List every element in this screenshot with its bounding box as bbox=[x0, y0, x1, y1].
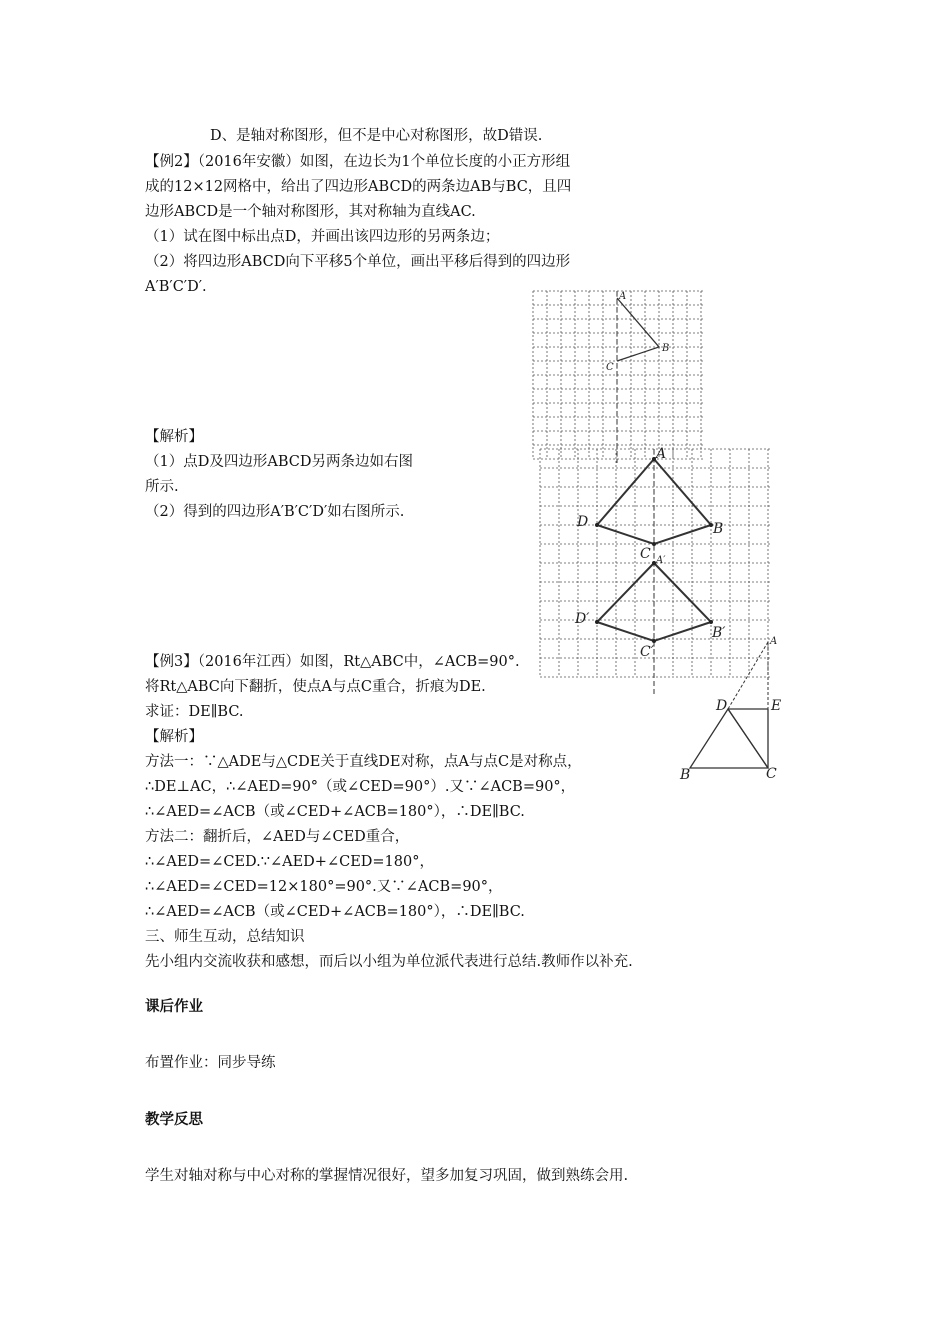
text-line-7: A′B′C′D′. bbox=[145, 279, 207, 295]
answer-2: （2）得到的四边形A′B′C′D′如右图所示. bbox=[145, 504, 405, 520]
segment-dc bbox=[728, 709, 768, 768]
label-a-prime: A′ bbox=[656, 555, 666, 566]
point-b-prime bbox=[709, 620, 713, 624]
analysis-heading-2: 【解析】 bbox=[145, 729, 203, 745]
text-line-24: 先小组内交流收获和感想，而后以小组为单位派代表进行总结.教师作以补充. bbox=[145, 954, 633, 970]
text-line-14: 求证：DE∥BC. bbox=[145, 704, 244, 720]
label-d: D bbox=[716, 698, 728, 714]
analysis-heading-1: 【解析】 bbox=[145, 429, 203, 445]
triangle-bdc bbox=[690, 709, 768, 768]
label-b-prime: B′ bbox=[712, 625, 726, 641]
label-b: B bbox=[713, 521, 724, 537]
answer-1: （1）点D及四边形ABCD另两条边如右图 bbox=[145, 454, 413, 470]
label-c: C bbox=[766, 766, 777, 782]
homework-heading: 课后作业 bbox=[145, 999, 203, 1015]
question-2: （2）将四边形ABCD向下平移5个单位，画出平移后得到的四边形 bbox=[145, 254, 571, 270]
label-d: D bbox=[577, 514, 589, 530]
text-line-18: ∴∠AED=∠ACB（或∠CED+∠ACB=180°），∴DE∥BC. bbox=[145, 804, 525, 820]
text-line-22: ∴∠AED=∠ACB（或∠CED+∠ACB=180°），∴DE∥BC. bbox=[145, 904, 525, 920]
method-1: 方法一：∵△ADE与△CDE关于直线DE对称，点A与点C是对称点， bbox=[145, 754, 582, 770]
edges-ab-bc bbox=[617, 298, 659, 361]
reflection-text: 学生对轴对称与中心对称的掌握情况很好，望多加复习巩固，做到熟练会用. bbox=[145, 1168, 629, 1184]
text-line-1: D、是轴对称图形，但不是中心对称图形，故D错误. bbox=[210, 128, 543, 144]
fold-dash-ad bbox=[728, 642, 768, 709]
text-line-10: 所示. bbox=[145, 479, 179, 495]
point-d-prime bbox=[595, 620, 599, 624]
label-a: A bbox=[770, 636, 778, 647]
point-c-prime bbox=[652, 639, 656, 643]
figure-grid-1 bbox=[530, 288, 710, 463]
example-2-heading: 【例2】（2016年安徽）如图，在边长为1个单位长度的小正方形组 bbox=[145, 154, 571, 170]
grid-lines-1 bbox=[533, 291, 705, 459]
figure-fold-triangle bbox=[680, 632, 790, 782]
method-2: 方法二：翻折后，∠AED与∠CED重合， bbox=[145, 829, 410, 845]
example-3-heading: 【例3】（2016年江西）如图，Rt△ABC中，∠ACB=90°. bbox=[145, 654, 520, 670]
section-3-heading: 三、师生互动，总结知识 bbox=[145, 929, 305, 945]
text-line-3: 成的12×12网格中，给出了四边形ABCD的两条边AB与BC，且四 bbox=[145, 179, 572, 195]
question-1: （1）试在图中标出点D，并画出该四边形的另两条边； bbox=[145, 229, 500, 245]
text-line-20: ∴∠AED=∠CED.∵∠AED+∠CED=180°， bbox=[145, 854, 434, 870]
label-c: C bbox=[606, 362, 614, 373]
label-a: A bbox=[619, 291, 627, 302]
label-a: A bbox=[656, 446, 667, 462]
text-line-17: ∴DE⊥AC，∴∠AED=90°（或∠CED=90°）.又∵∠ACB=90°， bbox=[145, 779, 576, 795]
label-d-prime: D′ bbox=[575, 611, 590, 627]
label-c: C bbox=[640, 546, 651, 562]
homework-text: 布置作业：同步导练 bbox=[145, 1055, 276, 1071]
text-line-4: 边形ABCD是一个轴对称图形，其对称轴为直线AC. bbox=[145, 204, 476, 220]
point-d bbox=[595, 523, 599, 527]
label-b: B bbox=[662, 343, 670, 354]
label-e: E bbox=[771, 698, 782, 714]
point-c bbox=[652, 542, 656, 546]
text-line-13: 将Rt△ABC向下翻折，使点A与点C重合，折痕为DE. bbox=[145, 679, 486, 695]
label-b: B bbox=[680, 767, 691, 783]
label-c-prime: C′ bbox=[640, 644, 654, 660]
text-line-21: ∴∠AED=∠CED=12×180°=90°.又∵∠ACB=90°， bbox=[145, 879, 503, 895]
reflection-heading: 教学反思 bbox=[145, 1112, 203, 1128]
